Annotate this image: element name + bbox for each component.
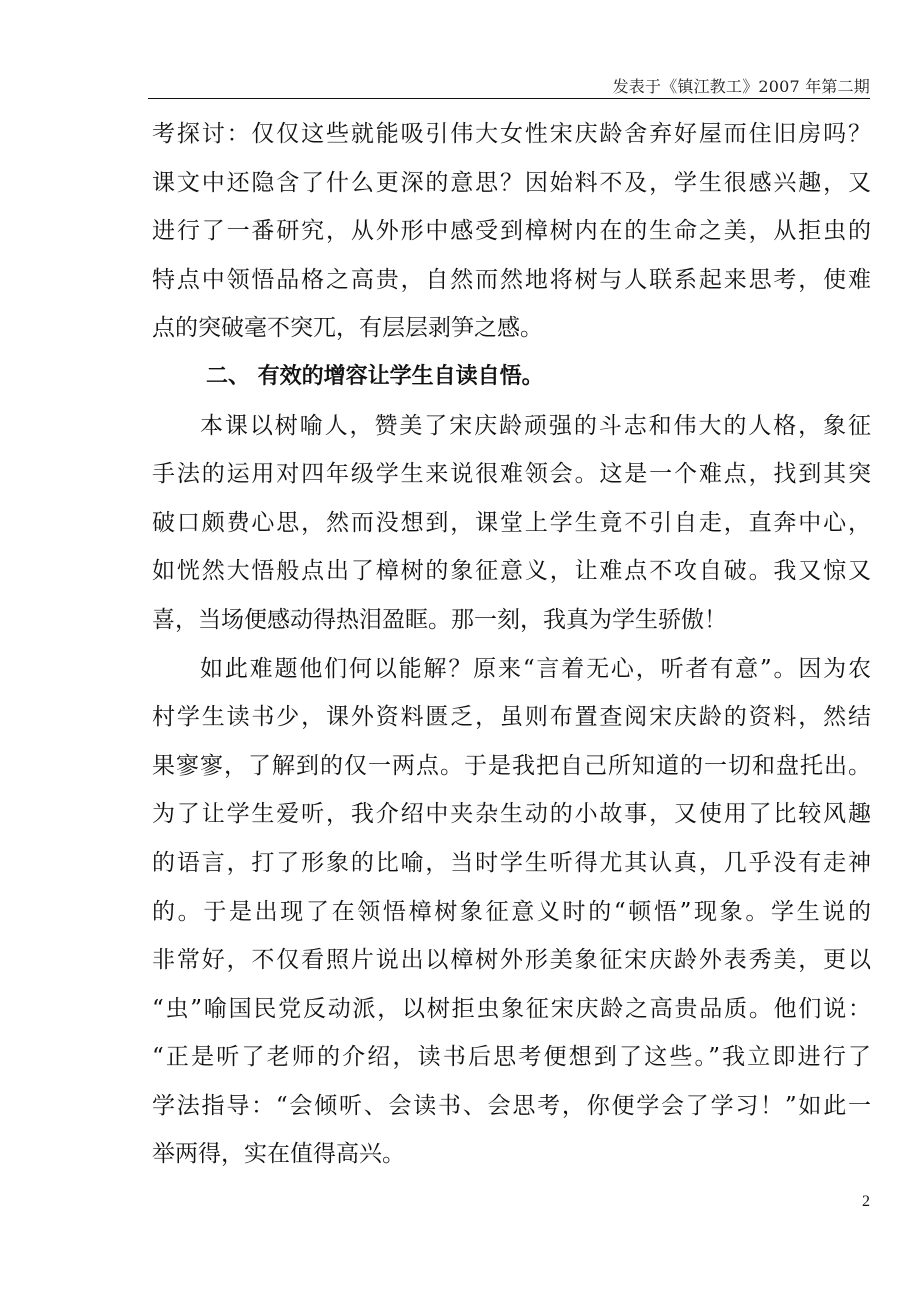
- text-line: 本课以树喻人，赞美了宋庆龄顽强的斗志和伟大的人格，象征: [200, 412, 871, 439]
- page-header: 发表于《镇江教工》2007 年第二期: [612, 77, 870, 96]
- text-line: 破口颇费心思，然而没想到，课堂上学生竟不引自走，直奔中心，: [152, 509, 871, 536]
- text-line: 喜，当场便感动得热泪盈眶。那一刻，我真为学生骄傲！: [152, 606, 727, 633]
- text-line: 非常好，不仅看照片说出以樟树外形美象征宋庆龄外表秀美，更以: [152, 947, 871, 974]
- text-line: 点的突破毫不突兀，有层层剥笋之感。: [152, 315, 543, 342]
- page-number: 2: [862, 1193, 870, 1210]
- text-line: 进行了一番研究，从外形中感受到樟树内在的生命之美，从拒虫的: [152, 218, 871, 245]
- section-heading: 二、 有效的增容让学生自读自悟。: [206, 363, 544, 389]
- text-line: “正是听了老师的介绍，读书后思考便想到了这些。”我立即进行了: [152, 1044, 871, 1071]
- text-line: 特点中领悟品格之高贵，自然而然地将树与人联系起来思考，使难: [152, 266, 871, 293]
- header-rule: [148, 98, 870, 99]
- document-body: [152, 110, 871, 1179]
- text-line: 村学生读书少，课外资料匮乏，虽则布置查阅宋庆龄的资料，然结: [152, 704, 871, 731]
- text-line: “虫”喻国民党反动派，以树拒虫象征宋庆龄之高贵品质。他们说：: [152, 995, 871, 1022]
- text-line: 考探讨：仅仅这些就能吸引伟大女性宋庆龄舍弃好屋而住旧房吗？: [152, 121, 871, 147]
- text-line: 学法指导：“会倾听、会读书、会思考，你便学会了学习！”如此一: [152, 1092, 871, 1119]
- text-line: 如此难题他们何以能解？原来“言着无心，听者有意”。因为农: [200, 655, 871, 682]
- text-line: 举两得，实在值得高兴。: [152, 1141, 405, 1168]
- text-line: 课文中还隐含了什么更深的意思？因始料不及，学生很感兴趣，又: [152, 169, 871, 196]
- text-line: 如恍然大悟般点出了樟树的象征意义，让难点不攻自破。我又惊又: [152, 558, 871, 585]
- text-line: 的语言，打了形象的比喻，当时学生听得尤其认真，几乎没有走神: [152, 849, 871, 876]
- text-line: 为了让学生爱听，我介绍中夹杂生动的小故事，又使用了比较风趣: [152, 801, 871, 828]
- text-line: 果寥寥，了解到的仅一两点。于是我把自己所知道的一切和盘托出。: [152, 752, 871, 779]
- text-line: 手法的运用对四年级学生来说很难领会。这是一个难点，找到其突: [152, 461, 871, 488]
- intro-paragraph: [152, 110, 871, 353]
- paragraph-2: [152, 645, 871, 1180]
- text-line: 的。于是出现了在领悟樟树象征意义时的“顿悟”现象。学生说的: [152, 898, 871, 925]
- paragraph-1: [152, 402, 871, 645]
